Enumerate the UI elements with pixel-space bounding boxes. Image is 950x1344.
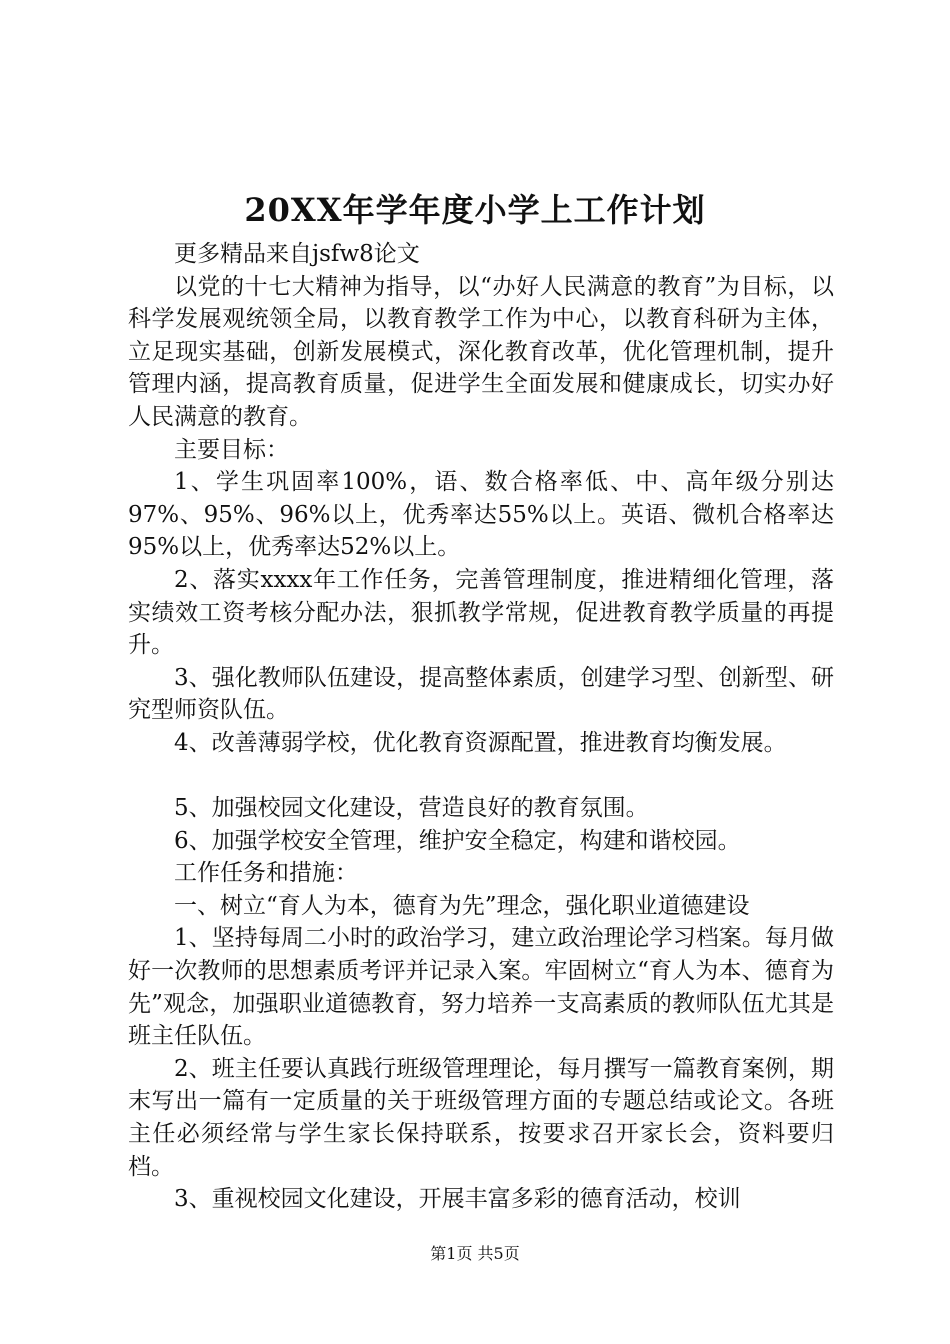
heading-tasks-measures: 工作任务和措施： bbox=[174, 860, 358, 887]
goal-item-3: 3、强化教师队伍建设，提高整体素质，创建学习型、创新型、研究型师资队伍。 bbox=[128, 664, 834, 724]
page-footer: 第1页 共5页 bbox=[430, 1244, 520, 1263]
goal-item-5: 5、加强校园文化建设，营造良好的教育氛围。 bbox=[174, 795, 649, 822]
task-item-3: 3、重视校园文化建设，开展丰富多彩的德育活动，校训 bbox=[174, 1186, 741, 1213]
paragraph-guiding-principle: 以党的十七大精神为指导，以“办好人民满意的教育”为目标，以科学发展观统领全局，以教育教学工作为中心，以教育科研为主体，立足现实基础，创新发展模式，深化教育改革，优化管理机制，提升管理内涵，提高教育质量，促进学生全面发展和健康成长，切实办好人民满意的教育。 bbox=[128, 273, 834, 430]
task-item-1: 1、坚持每周二小时的政治学习，建立政治理论学习档案。每月做好一次教师的思想素质考评并记录入案。牢固树立“育人为本、德育为先”观念，加强职业道德教育，努力培养一支高素质的教师队伍尤其是班主任队伍。 bbox=[128, 925, 834, 1050]
paragraph-source-note: 更多精品来自jsfw8论文 bbox=[174, 241, 420, 267]
section-heading-1: 一、树立“育人为本，德育为先”理念，强化职业道德建设 bbox=[174, 892, 750, 919]
document-body bbox=[128, 238, 834, 1216]
goal-item-1: 1、学生巩固率100%，语、数合格率低、中、高年级分别达97%、95%、96%以上，优秀率达55%以上。英语、微机合格率达95%以上，优秀率达52%以上。 bbox=[128, 469, 834, 561]
heading-main-goals: 主要目标： bbox=[174, 436, 289, 463]
task-item-2: 2、班主任要认真践行班级管理理论，每月撰写一篇教育案例，期末写出一篇有一定质量的关于班级管理方面的专题总结或论文。各班主任必须经常与学生家长保持联系，按要求召开家长会，资料要归档。 bbox=[128, 1055, 834, 1180]
goal-item-2: 2、落实xxxx年工作任务，完善管理制度，推进精细化管理，落实绩效工资考核分配办法，狠抓教学常规，促进教育教学质量的再提升。 bbox=[128, 566, 834, 659]
goal-item-6: 6、加强学校安全管理，维护安全稳定，构建和谐校园。 bbox=[174, 827, 741, 854]
goal-item-4: 4、改善薄弱学校，优化教育资源配置，推进教育均衡发展。 bbox=[174, 729, 787, 756]
document-title: 20XX年学年度小学上工作计划 bbox=[244, 191, 706, 229]
